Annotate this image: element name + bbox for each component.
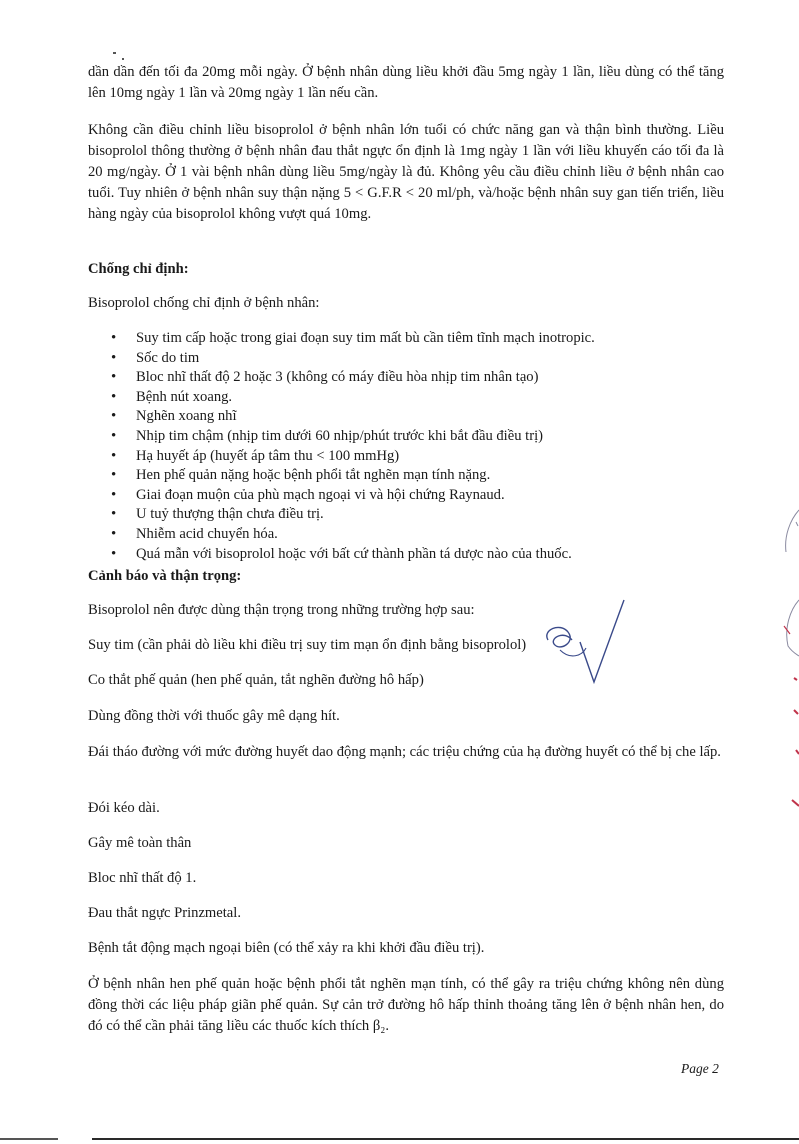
list-item: • Suy tim cấp hoặc trong giai đoạn suy tim mất bù cần tiêm tĩnh mạch inotropic. [88,329,724,349]
list-item: • Bệnh nút xoang. [88,388,724,408]
scan-edge-line [0,1138,58,1140]
list-item: • Nhiễm acid chuyển hóa. [88,525,724,545]
list-item: • Bloc nhĩ thất độ 2 hoặc 3 (không có máy điều hòa nhịp tim nhân tạo) [88,368,724,388]
contraindications-heading [88,259,724,280]
warning-line [88,742,724,763]
paragraph-text: Co thắt phế quản (hen phế quản, tắt nghẽn đường hô hấp) [88,672,424,688]
section-heading: Chống chỉ định: [88,261,189,277]
paragraph-text: Đái tháo đường với mức đường huyết dao động mạnh; các triệu chứng của hạ đường huyết có thể bị che lấp. [88,744,721,760]
section-heading: Cảnh báo và thận trọng: [88,568,242,584]
paragraph-text: Gây mê toàn thân [88,835,192,851]
paragraph-text: Đau thắt ngực Prinzmetal. [88,905,241,921]
list-item: • Giai đoạn muộn của phù mạch ngoại vi và hội chứng Raynaud. [88,486,724,506]
paragraph-text: Đói kéo dài. [88,800,160,816]
list-item: • U tuỷ thượng thận chưa điều trị. [88,505,724,525]
warning-line [88,706,724,727]
list-item: • Hen phế quản nặng hoặc bệnh phổi tắt nghẽn mạn tính nặng. [88,466,724,486]
list-item: • Nghẽn xoang nhĩ [88,407,724,427]
paragraph-text: Ở bệnh nhân hen phế quản hoặc bệnh phổi tắt nghẽn mạn tính, có thể gây ra triệu chứng không nên dùng đồng thời các liệu pháp giãn phế quản. Sự cản trở đường hô hấp thỉnh thoảng tăng lên ở bệnh nhân hen, do đó có thể cần phải tăng liều các thuốc kích thích β₂. [88,976,724,1034]
page-number: Page 2 [681,1061,719,1076]
paragraph-text: Không cần điều chỉnh liều bisoprolol ở bệnh nhân lớn tuổi có chức năng gan và thận bình thường. Liều bisoprolol thông thường ở bệnh nhân đau thắt ngực ổn định là 1mg ngày 1 lần với liều khuyến cáo tối đa là 20 mg/ngày. Ở 1 vài bệnh nhân dùng liều 5mg/ngày là đủ. Không yêu cầu điều chỉnh liều ở bệnh nhân cao tuổi. Tuy nhiên ở bệnh nhân suy thận nặng 5 < G.F.R < 20 ml/ph, và/hoặc bệnh nhân suy gan tiến triển, liều hàng ngày của bisoprolol không vượt quá 10mg. [88,122,724,222]
dosage-paragraph-1 [88,62,724,104]
paragraph-text: Bloc nhĩ thất độ 1. [88,870,197,886]
paragraph-text: Suy tim (cần phải dò liều khi điều trị suy tim mạn ổn định bằng bisoprolol) [88,637,527,653]
contraindications-intro [88,293,724,314]
stamp-mark [760,500,799,820]
contraindications-list-block [88,329,724,564]
footer-rule [92,1138,799,1140]
warning-line [88,833,724,854]
list-item: • Nhịp tim chậm (nhịp tim dưới 60 nhịp/phút trước khi bắt đầu điều trị) [88,427,724,447]
warning-line [88,798,724,819]
paragraph-text: Bisoprolol nên được dùng thận trọng trong những trường hợp sau: [88,602,475,618]
paragraph-text: Bisoprolol chống chỉ định ở bệnh nhân: [88,295,320,311]
warning-line [88,868,724,889]
list-item: • Sốc do tim [88,349,724,369]
paragraph-text: Dùng đồng thời với thuốc gây mê dạng hít. [88,708,340,724]
list-item: • Quá mẫn với bisoprolol hoặc với bất cứ thành phần tá dược nào của thuốc. [88,545,724,565]
list-item: • Hạ huyết áp (huyết áp tâm thu < 100 mmHg) [88,447,724,467]
paragraph-text: Bệnh tắt động mạch ngoại biên (có thể xảy ra khi khởi đầu điều trị). [88,940,485,956]
scan-speck [122,58,124,60]
paragraph-text: dần dần đến tối đa 20mg mỗi ngày. Ở bệnh nhân dùng liều khởi đầu 5mg ngày 1 lần, liều dùng có thể tăng lên 10mg ngày 1 lần và 20mg ngày 1 lần nếu cần. [88,64,724,101]
handwritten-signature [520,590,660,700]
warnings-heading [88,566,724,587]
dosage-paragraph-2 [88,120,724,225]
warning-line [88,903,724,924]
contraindications-list [88,329,724,564]
warning-line [88,974,724,1037]
warning-line [88,938,724,959]
scan-speck [113,52,116,54]
